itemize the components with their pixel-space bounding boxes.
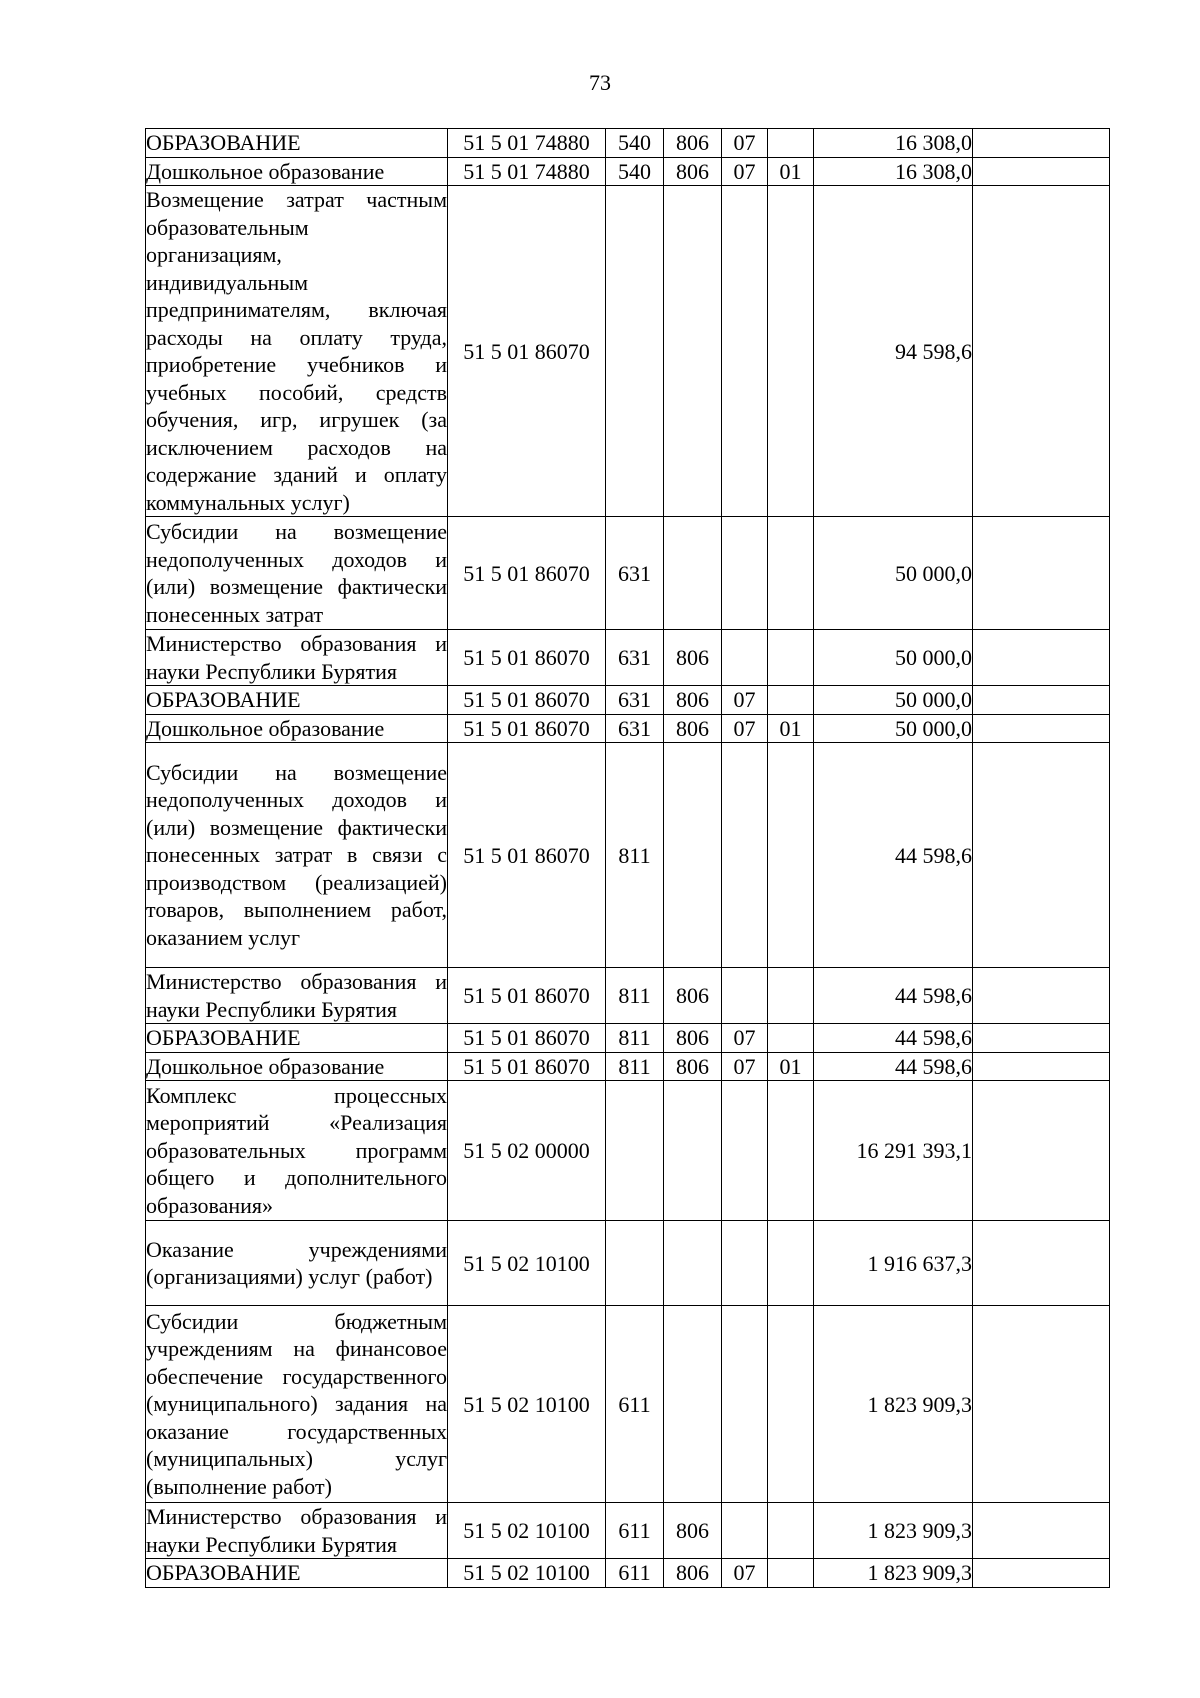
subsection-cell [768, 630, 814, 686]
empty-cell [973, 1306, 1110, 1503]
subsection-cell [768, 1081, 814, 1221]
row-name-cell: Субсидии бюджетным учреждениям на финансовое обеспечение государственного (муниципального) задания на оказание государственных (муниципальных) услуг (выполнение работ) [146, 1306, 448, 1503]
table-row [146, 743, 1110, 968]
administrator-cell [664, 1306, 722, 1503]
table-row [146, 686, 1110, 715]
expense-type-cell [606, 1221, 664, 1306]
target-article-cell: 51 5 01 86070 [448, 743, 606, 968]
empty-cell [973, 1081, 1110, 1221]
administrator-cell: 806 [664, 129, 722, 158]
row-name-cell: Министерство образования и науки Республики Бурятия [146, 631, 447, 684]
administrator-cell: 806 [664, 968, 722, 1024]
row-name-cell: Оказание учреждениями (организациями) услуг (работ) [146, 1221, 448, 1306]
expense-type-cell: 811 [606, 743, 664, 968]
page-number: 73 [589, 70, 611, 95]
section-cell [722, 630, 768, 686]
target-article-cell: 51 5 01 74880 [448, 129, 606, 158]
empty-cell [973, 630, 1110, 686]
target-article-cell: 51 5 01 74880 [448, 157, 606, 186]
subsection-cell [768, 1559, 814, 1588]
target-article-cell: 51 5 01 86070 [448, 517, 606, 630]
table-row [146, 1503, 1110, 1559]
row-name-cell: Министерство образования и науки Республики Бурятия [146, 1504, 447, 1557]
amount-cell: 1 823 909,3 [814, 1559, 973, 1588]
administrator-cell: 806 [664, 1559, 722, 1588]
target-article-cell: 51 5 02 10100 [448, 1306, 606, 1503]
section-cell [722, 1503, 768, 1559]
table-row [146, 1081, 1110, 1221]
amount-cell: 44 598,6 [814, 968, 973, 1024]
table-row [146, 157, 1110, 186]
subsection-cell [768, 1024, 814, 1053]
subsection-cell [768, 686, 814, 715]
empty-cell [973, 129, 1110, 158]
table-row [146, 1052, 1110, 1081]
amount-cell: 44 598,6 [814, 743, 973, 968]
amount-cell: 50 000,0 [814, 630, 973, 686]
row-name-cell: ОБРАЗОВАНИЕ [146, 686, 448, 715]
subsection-cell: 01 [768, 1052, 814, 1081]
table-row [146, 129, 1110, 158]
row-name-cell: Субсидии на возмещение недополученных доходов и (или) возмещение фактически понесенных затрат [146, 517, 448, 630]
empty-cell [973, 1024, 1110, 1053]
expense-type-cell: 811 [606, 968, 664, 1024]
row-name-cell: Дошкольное образование [146, 1052, 448, 1081]
administrator-cell: 806 [664, 630, 722, 686]
table-row [146, 968, 1110, 1024]
section-cell [722, 968, 768, 1024]
table-row [146, 1024, 1110, 1053]
subsection-cell [768, 743, 814, 968]
target-article-cell: 51 5 02 10100 [448, 1559, 606, 1588]
amount-cell: 50 000,0 [814, 517, 973, 630]
subsection-cell [768, 186, 814, 517]
target-article-cell: 51 5 02 10100 [448, 1503, 606, 1559]
expense-type-cell: 811 [606, 1024, 664, 1053]
target-article-cell: 51 5 02 00000 [448, 1081, 606, 1221]
section-cell: 07 [722, 157, 768, 186]
empty-cell [973, 968, 1110, 1024]
empty-cell [973, 1221, 1110, 1306]
empty-cell [973, 157, 1110, 186]
section-cell [722, 517, 768, 630]
target-article-cell: 51 5 01 86070 [448, 686, 606, 715]
table-row [146, 186, 1110, 517]
section-cell: 07 [722, 1559, 768, 1588]
administrator-cell [664, 1081, 722, 1221]
administrator-cell: 806 [664, 1024, 722, 1053]
subsection-cell [768, 1306, 814, 1503]
table-row [146, 630, 1110, 686]
row-name-cell: ОБРАЗОВАНИЕ [146, 1559, 448, 1588]
section-cell [722, 1081, 768, 1221]
amount-cell: 44 598,6 [814, 1052, 973, 1081]
administrator-cell: 806 [664, 1503, 722, 1559]
row-name-cell: Дошкольное образование [146, 157, 448, 186]
empty-cell [973, 743, 1110, 968]
expense-type-cell [606, 186, 664, 517]
administrator-cell [664, 743, 722, 968]
table-row [146, 1221, 1110, 1306]
table-body [146, 129, 1110, 1588]
section-cell [722, 186, 768, 517]
amount-cell: 50 000,0 [814, 686, 973, 715]
target-article-cell: 51 5 01 86070 [448, 968, 606, 1024]
empty-cell [973, 186, 1110, 517]
amount-cell: 1 823 909,3 [814, 1503, 973, 1559]
amount-cell: 16 291 393,1 [814, 1081, 973, 1221]
target-article-cell: 51 5 01 86070 [448, 1052, 606, 1081]
subsection-cell [768, 129, 814, 158]
expense-type-cell: 631 [606, 517, 664, 630]
administrator-cell: 806 [664, 714, 722, 743]
administrator-cell [664, 517, 722, 630]
empty-cell [973, 1559, 1110, 1588]
section-cell [722, 1221, 768, 1306]
administrator-cell [664, 186, 722, 517]
subsection-cell [768, 517, 814, 630]
target-article-cell: 51 5 01 86070 [448, 714, 606, 743]
target-article-cell: 51 5 02 10100 [448, 1221, 606, 1306]
row-name-cell: Дошкольное образование [146, 714, 448, 743]
empty-cell [973, 1052, 1110, 1081]
target-article-cell: 51 5 01 86070 [448, 630, 606, 686]
empty-cell [973, 714, 1110, 743]
empty-cell [973, 517, 1110, 630]
target-article-cell: 51 5 01 86070 [448, 1024, 606, 1053]
table-row [146, 1306, 1110, 1503]
section-cell: 07 [722, 714, 768, 743]
amount-cell: 16 308,0 [814, 129, 973, 158]
section-cell: 07 [722, 1024, 768, 1053]
section-cell [722, 743, 768, 968]
row-name-cell: Комплекс процессных мероприятий «Реализация образовательных программ общего и дополнительного образования» [146, 1081, 448, 1221]
section-cell [722, 1306, 768, 1503]
section-cell: 07 [722, 1052, 768, 1081]
amount-cell: 1 823 909,3 [814, 1306, 973, 1503]
empty-cell [973, 1503, 1110, 1559]
expense-type-cell: 540 [606, 157, 664, 186]
subsection-cell [768, 968, 814, 1024]
expense-type-cell: 540 [606, 129, 664, 158]
expense-type-cell: 631 [606, 630, 664, 686]
expense-type-cell [606, 1081, 664, 1221]
table-row [146, 517, 1110, 630]
subsection-cell [768, 1503, 814, 1559]
administrator-cell [664, 1221, 722, 1306]
row-name-cell: Возмещение затрат частным образовательным организациям, индивидуальным предпринимателям, включая расходы на оплату труда, приобретение учебников и учебных пособий, средств обучения, игр, игрушек (за исключением расходов на содержание зданий и оплату коммунальных услуг) [146, 187, 447, 515]
expense-type-cell: 611 [606, 1306, 664, 1503]
administrator-cell: 806 [664, 1052, 722, 1081]
row-name-cell: Субсидии на возмещение недополученных доходов и (или) возмещение фактически понесенных затрат в связи с производством (реализацией) товаров, выполнением работ, оказанием услуг [146, 743, 448, 968]
subsection-cell [768, 1221, 814, 1306]
subsection-cell: 01 [768, 714, 814, 743]
subsection-cell: 01 [768, 157, 814, 186]
expense-type-cell: 631 [606, 686, 664, 715]
administrator-cell: 806 [664, 686, 722, 715]
amount-cell: 44 598,6 [814, 1024, 973, 1053]
amount-cell: 50 000,0 [814, 714, 973, 743]
administrator-cell: 806 [664, 157, 722, 186]
row-name-cell: ОБРАЗОВАНИЕ [146, 129, 448, 158]
amount-cell: 1 916 637,3 [814, 1221, 973, 1306]
expense-type-cell: 611 [606, 1559, 664, 1588]
target-article-cell: 51 5 01 86070 [448, 186, 606, 517]
budget-table [145, 128, 1110, 1588]
expense-type-cell: 611 [606, 1503, 664, 1559]
amount-cell: 94 598,6 [814, 186, 973, 517]
amount-cell: 16 308,0 [814, 157, 973, 186]
section-cell: 07 [722, 686, 768, 715]
section-cell: 07 [722, 129, 768, 158]
empty-cell [973, 686, 1110, 715]
row-name-cell: ОБРАЗОВАНИЕ [146, 1024, 448, 1053]
table-row [146, 714, 1110, 743]
expense-type-cell: 631 [606, 714, 664, 743]
row-name-cell: Министерство образования и науки Республики Бурятия [146, 969, 447, 1022]
expense-type-cell: 811 [606, 1052, 664, 1081]
table-row [146, 1559, 1110, 1588]
